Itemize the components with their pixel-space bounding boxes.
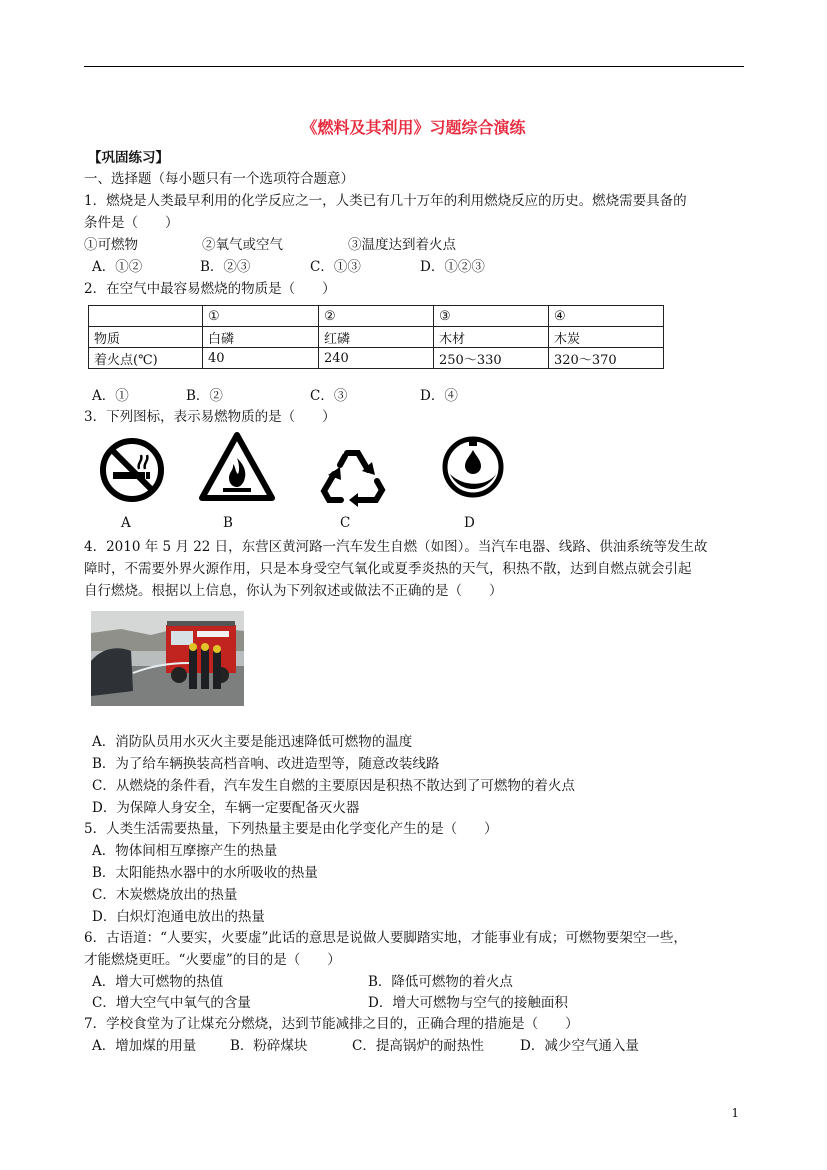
table-row — [89, 348, 664, 369]
table-cell: 红磷 — [319, 327, 434, 348]
q7-option-a: A．增加煤的用量 — [92, 1038, 197, 1054]
table-cell: 320～370 — [549, 348, 664, 369]
recycle-icon — [320, 445, 386, 507]
q5-stem: 5．人类生活需要热量，下列热量主要是由化学变化产生的是（ ） — [84, 821, 498, 837]
q3-label-b: B — [223, 515, 233, 531]
q7-option-b: B．粉碎煤块 — [230, 1038, 308, 1054]
fire-truck-photo — [91, 611, 244, 706]
q2-option-d: D．④ — [420, 388, 458, 404]
table-cell: 250～330 — [434, 348, 549, 369]
q1-option-a: A．①② — [92, 259, 143, 275]
q1-option-b: B．②③ — [200, 259, 251, 275]
q5-option-b: B．太阳能热水器中的水所吸收的热量 — [92, 865, 318, 881]
page-number: 1 — [731, 1106, 739, 1120]
q1-line1: 1．燃烧是人类最早利用的化学反应之一，人类已有几十万年的利用燃烧反应的历史。燃烧需要具备的 — [84, 193, 687, 209]
q4-line3: 自行燃烧。根据以上信息，你认为下列叙述或做法不正确的是（ ） — [84, 583, 503, 599]
q6-option-d: D．增大可燃物与空气的接触面积 — [368, 995, 568, 1011]
q4-option-d: D．为保障人身安全，车辆一定要配备灭火器 — [92, 800, 360, 816]
header-rule — [84, 66, 744, 67]
table-cell: ④ — [549, 306, 664, 327]
q7-option-c: C．提高锅炉的耐热性 — [352, 1038, 484, 1054]
table-cell: ① — [203, 306, 319, 327]
table-cell: 物质 — [89, 327, 203, 348]
q1-option-c: C．①③ — [310, 259, 361, 275]
q5-option-a: A．物体间相互摩擦产生的热量 — [92, 843, 278, 859]
q6-option-c: C．增大空气中氧气的含量 — [92, 995, 251, 1011]
q2-option-b: B．② — [186, 388, 223, 404]
q5-option-c: C．木炭燃烧放出的热量 — [92, 887, 238, 903]
ignition-point-table — [88, 305, 664, 369]
q6-line1: 6．古语道：“人要实，火要虚”此话的意思是说做人要脚踏实地，才能事业有成；可燃物要架空一些， — [84, 930, 687, 946]
q3-label-d: D — [464, 515, 475, 531]
water-saving-icon — [440, 434, 506, 500]
q3-label-c: C — [340, 515, 351, 531]
table-cell — [89, 306, 203, 327]
q2-option-c: C．③ — [310, 388, 348, 404]
part-heading: 一、选择题（每小题只有一个选项符合题意） — [84, 171, 354, 187]
table-cell: ② — [319, 306, 434, 327]
table-cell: 着火点(℃) — [89, 348, 203, 369]
q1-condition-1: ①可燃物 — [84, 237, 138, 253]
q1-condition-3: ③温度达到着火点 — [348, 237, 456, 253]
table-cell: 240 — [319, 348, 434, 369]
section-heading: 【巩固练习】 — [88, 150, 169, 166]
q6-line2: 才能燃烧更旺。“火要虚”的目的是（ ） — [84, 952, 341, 968]
no-smoking-icon — [98, 436, 166, 504]
table-cell: ③ — [434, 306, 549, 327]
q4-option-c: C．从燃烧的条件看，汽车发生自燃的主要原因是积热不散达到了可燃物的着火点 — [92, 778, 575, 794]
table-cell: 白磷 — [203, 327, 319, 348]
q2-stem: 2．在空气中最容易燃烧的物质是（ ） — [84, 281, 336, 297]
q4-option-a: A．消防队员用水灭火主要是能迅速降低可燃物的温度 — [92, 734, 413, 750]
q7-stem: 7．学校食堂为了让煤充分燃烧，达到节能减排之目的，正确合理的措施是（ ） — [84, 1016, 579, 1032]
q5-option-d: D．白炽灯泡通电放出的热量 — [92, 909, 265, 925]
q1-option-d: D．①②③ — [420, 259, 485, 275]
q3-label-a: A — [121, 515, 131, 531]
q1-line2: 条件是（ ） — [84, 215, 179, 231]
q6-option-b: B．降低可燃物的着火点 — [368, 974, 513, 990]
page-title: 《燃料及其利用》习题综合演练 — [301, 118, 526, 137]
table-cell: 木材 — [434, 327, 549, 348]
q1-condition-2: ②氧气或空气 — [202, 237, 283, 253]
q2-option-a: A．① — [92, 388, 129, 404]
flammable-warning-icon — [199, 432, 275, 502]
q7-option-d: D．减少空气通入量 — [520, 1038, 639, 1054]
q3-stem: 3．下列图标，表示易燃物质的是（ ） — [84, 409, 336, 425]
q4-line1: 4．2010 年 5 月 22 日，东营区黄河路一汽车发生自燃（如图）。当汽车电器、线路、供油系统等发生故 — [84, 539, 708, 555]
q4-option-b: B．为了给车辆换装高档音响、改进造型等，随意改装线路 — [92, 756, 440, 772]
table-header-row — [89, 306, 664, 327]
table-row — [89, 327, 664, 348]
table-cell: 40 — [203, 348, 319, 369]
q6-option-a: A．增大可燃物的热值 — [92, 974, 224, 990]
q4-line2: 障时，不需要外界火源作用，只是本身受空气氧化或夏季炎热的天气，积热不散，达到自燃点就会引起 — [84, 561, 692, 577]
table-cell: 木炭 — [549, 327, 664, 348]
